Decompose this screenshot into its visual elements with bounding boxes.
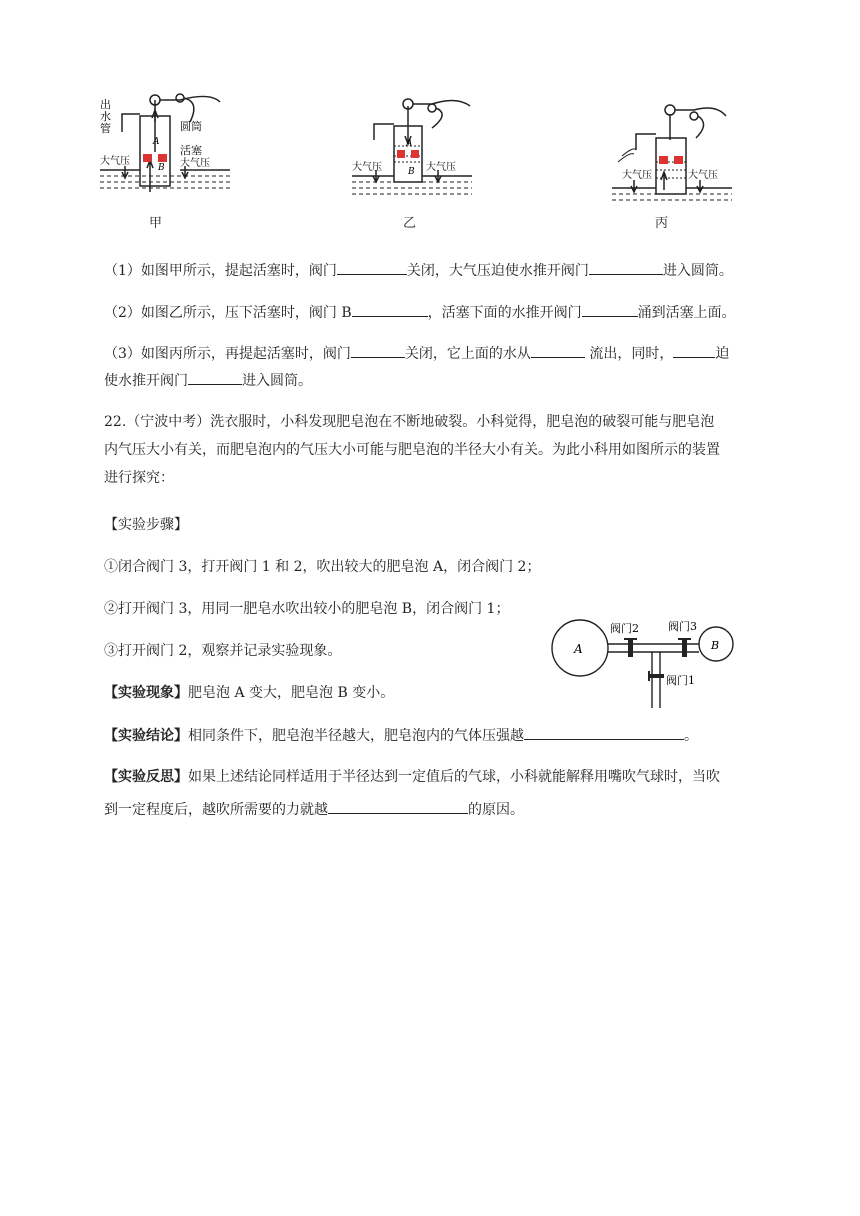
reflection-line1: 【实验反思】如果上述结论同样适用于半径达到一定值后的气球，小科就能解释用嘴吹气球时，当吹 (104, 769, 720, 785)
q21-part3: （3）如图丙所示，再提起活塞时，阀门 关闭，它上面的水从 流出，同时， 迫 (104, 343, 729, 364)
label-valve-a: A (153, 137, 160, 147)
label-atm-right: 大气压 (688, 170, 718, 181)
q21-part1: （1）如图甲所示，提起活塞时，阀门 关闭，大气压迫使水推开阀门 进入圆筒。 (104, 260, 733, 281)
valve-2-label: 阀门2 (610, 622, 639, 635)
answer-blank[interactable] (352, 302, 428, 317)
label-atm-left: 大气压 (352, 162, 382, 173)
q22-intro-line2: 内气压大小有关，而肥皂泡内的气压大小可能与肥皂泡的半径大小有关。为此小科用如图所示的装置 (104, 442, 720, 458)
answer-blank[interactable] (328, 799, 468, 814)
caption-yi: 乙 (403, 216, 417, 231)
steps-heading: 【实验步骤】 (104, 517, 188, 533)
bubble-b-label: B (711, 639, 720, 652)
q22-intro-line1: 22.（宁波中考）洗衣服时，小科发现肥皂泡在不断地破裂。小科觉得，肥皂泡的破裂可能与肥皂泡 (104, 414, 715, 430)
answer-blank[interactable] (524, 725, 684, 740)
step-3: ③打开阀门 2，观察并记录实验现象。 (104, 643, 342, 659)
label-atm-right: 大气压 (426, 162, 456, 173)
valve-3-label: 阀门3 (668, 620, 697, 633)
pump-figure-jia (100, 92, 230, 212)
q22-intro-line3: 进行探究： (104, 470, 174, 486)
answer-blank[interactable] (351, 343, 405, 358)
reflection-line2: 到一定程度后，越吹所需要的力就越 的原因。 (104, 799, 524, 820)
pump-figure-bing (612, 100, 732, 212)
label-valve-b: B (158, 163, 165, 173)
q21-part3-cont: 使水推开阀门 进入圆筒。 (104, 370, 312, 391)
label-outlet-3: 管 (100, 122, 111, 135)
caption-jia: 甲 (149, 216, 163, 231)
bubble-a-label: A (574, 642, 583, 656)
answer-blank[interactable] (531, 343, 585, 358)
step-1: ①闭合阀门 3，打开阀门 1 和 2，吹出较大的肥皂泡 A，闭合阀门 2； (104, 559, 541, 575)
step-2: ②打开阀门 3，用同一肥皂水吹出较小的肥皂泡 B，闭合阀门 1； (104, 601, 510, 617)
answer-blank[interactable] (188, 370, 242, 385)
label-cylinder: 圆筒 (180, 120, 202, 133)
label-atm-right: 大气压 (180, 158, 210, 169)
conclusion-label: 【实验结论】 (104, 728, 188, 744)
label-atm-left: 大气压 (100, 156, 130, 167)
pump-figure-yi (352, 96, 472, 211)
label-valve-b: B (408, 167, 415, 177)
caption-bing: 丙 (655, 216, 669, 231)
label-outlet-1: 出 (100, 98, 111, 111)
label-atm-left: 大气压 (622, 170, 652, 181)
label-outlet-2: 水 (100, 110, 111, 123)
answer-blank[interactable] (337, 260, 407, 275)
soap-bubble-apparatus (550, 612, 750, 708)
reflection-label: 【实验反思】 (104, 769, 188, 785)
q21-part2: （2）如图乙所示，压下活塞时，阀门 B ，活塞下面的水推开阀门 涌到活塞上面。 (104, 302, 736, 323)
answer-blank[interactable] (673, 343, 715, 358)
conclusion: 【实验结论】相同条件下，肥皂泡半径越大，肥皂泡内的气体压强越 。 (104, 725, 698, 746)
phenomenon-label: 【实验现象】 (104, 685, 188, 701)
answer-blank[interactable] (582, 302, 638, 317)
answer-blank[interactable] (589, 260, 663, 275)
phenomenon: 【实验现象】肥皂泡 A 变大，肥皂泡 B 变小。 (104, 685, 395, 701)
valve-1-label: 阀门1 (666, 674, 695, 687)
label-valve-a: A (406, 139, 413, 149)
label-piston: 活塞 (180, 144, 202, 157)
